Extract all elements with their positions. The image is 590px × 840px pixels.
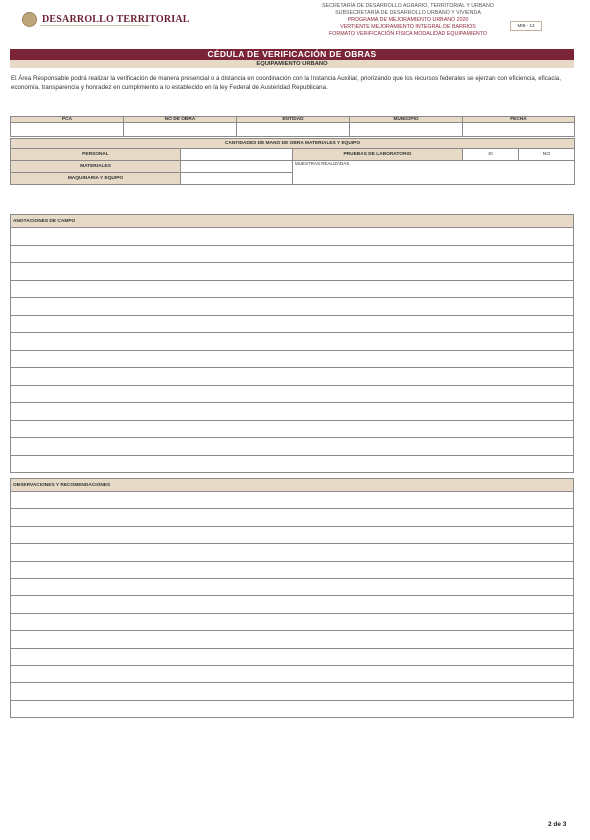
observaciones-line[interactable] xyxy=(11,631,573,648)
observaciones-line[interactable] xyxy=(11,614,573,631)
observaciones-line[interactable] xyxy=(11,701,573,718)
personal-field[interactable] xyxy=(181,149,293,161)
anotaciones-line[interactable] xyxy=(11,263,573,281)
anotaciones-line[interactable] xyxy=(11,386,573,404)
header-pca: PCA xyxy=(11,117,124,123)
entidad-field[interactable] xyxy=(237,123,350,137)
muestras-field[interactable]: MUESTRAS REALIZADAS xyxy=(293,161,575,185)
materiales-field[interactable] xyxy=(181,161,293,173)
quantities-title: CANTIDADES DE MANO DE OBRA MATERIALES Y EQUIPO xyxy=(11,139,575,149)
observaciones-lines[interactable] xyxy=(10,492,574,718)
anotaciones-header: ANOTACIONES DE CAMPO xyxy=(10,214,574,228)
header-municipio: MUNICIPIO xyxy=(350,117,463,123)
anotaciones-line[interactable] xyxy=(11,456,573,474)
anotaciones-line[interactable] xyxy=(11,316,573,334)
anotaciones-line[interactable] xyxy=(11,333,573,351)
anotaciones-line[interactable] xyxy=(11,246,573,264)
observaciones-line[interactable] xyxy=(11,527,573,544)
anotaciones-line[interactable] xyxy=(11,281,573,299)
pruebas-label: PRUEBAS DE LABORATORIO xyxy=(293,149,463,161)
personal-label: PERSONAL xyxy=(11,149,181,161)
seal-icon xyxy=(22,12,37,27)
anotaciones-line[interactable] xyxy=(11,228,573,246)
anotaciones-line[interactable] xyxy=(11,351,573,369)
header-line-format: FORMATO VERIFICACIÓN FÍSICA MODALIDAD EQUIPAMIENTO xyxy=(329,31,487,37)
page-number: 2 de 3 xyxy=(548,821,567,828)
logo-underline xyxy=(40,25,150,26)
observaciones-line[interactable] xyxy=(11,683,573,700)
fecha-field[interactable] xyxy=(463,123,575,137)
identification-table xyxy=(10,116,575,137)
form-subtitle: EQUIPAMIENTO URBANO xyxy=(10,60,574,68)
anotaciones-line[interactable] xyxy=(11,421,573,439)
observaciones-line[interactable] xyxy=(11,562,573,579)
anotaciones-line[interactable] xyxy=(11,298,573,316)
intro-paragraph: El Área Responsable podrá realizar la verificación de manera presencial o a distancia en coordinación con la Instancia Auxiliar, priorizando que los recursos federales se ejerzan con eficiencia, eficacia, economía, transparencia y honradez en cumplimiento a lo establecido en la ley Federal de Austeridad Republicana. xyxy=(11,75,561,91)
anotaciones-lines[interactable] xyxy=(10,228,574,473)
form-title: CÉDULA DE VERIFICACIÓN DE OBRAS xyxy=(10,49,574,60)
observaciones-line[interactable] xyxy=(11,509,573,526)
observaciones-header: OBSERVACIONES Y RECOMENDACIONES xyxy=(10,478,574,492)
observaciones-line[interactable] xyxy=(11,596,573,613)
observaciones-line[interactable] xyxy=(11,649,573,666)
header-lines xyxy=(292,3,524,38)
header-line-program: PROGRAMA DE MEJORAMIENTO URBANO 2020 xyxy=(347,17,469,23)
pca-field[interactable] xyxy=(11,123,124,137)
si-option[interactable]: SI xyxy=(463,149,519,161)
municipio-field[interactable] xyxy=(350,123,463,137)
header-no-obra: NO DE OBRA xyxy=(124,117,237,123)
no-option[interactable]: NO xyxy=(519,149,575,161)
quantities-table xyxy=(10,138,575,185)
anotaciones-line[interactable] xyxy=(11,438,573,456)
header-entidad: ENTIDAD xyxy=(237,117,350,123)
anotaciones-line[interactable] xyxy=(11,403,573,421)
observaciones-line[interactable] xyxy=(11,544,573,561)
materiales-label: MATERIALES xyxy=(11,161,181,173)
maquinaria-field[interactable] xyxy=(181,173,293,185)
observaciones-line[interactable] xyxy=(11,579,573,596)
header-line-vertiente: VERTIENTE MEJORAMIENTO INTEGRAL DE BARRIOS xyxy=(340,24,476,30)
logo-text: DESARROLLO TERRITORIAL xyxy=(42,14,190,25)
page-header xyxy=(0,0,590,48)
no-obra-field[interactable] xyxy=(124,123,237,137)
anotaciones-line[interactable] xyxy=(11,368,573,386)
header-line-subministry: SUBSECRETARÍA DE DESARROLLO URBANO Y VIVIENDA xyxy=(335,10,481,16)
header-line-ministry: SECRETARÍA DE DESARROLLO AGRARIO, TERRITORIAL Y URBANO xyxy=(322,3,494,9)
maquinaria-label: MAQUINARIA Y EQUIPO xyxy=(11,173,181,185)
observaciones-line[interactable] xyxy=(11,666,573,683)
header-fecha: FECHA xyxy=(463,117,575,123)
form-code: MIB - 13 xyxy=(510,21,542,31)
observaciones-line[interactable] xyxy=(11,492,573,509)
